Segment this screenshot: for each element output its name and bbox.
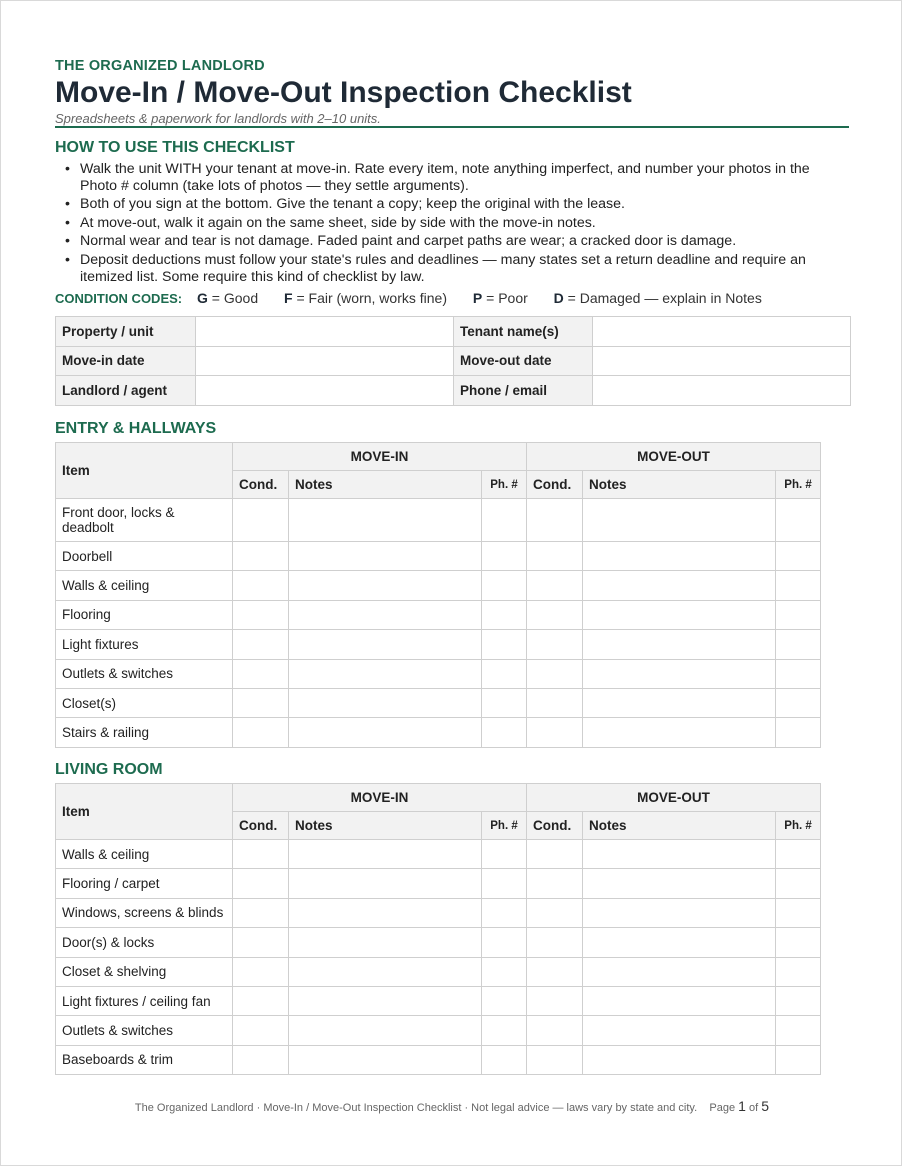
howto-item: • Both of you sign at the bottom. Give the tenant a copy; keep the original with the lease. — [80, 196, 850, 213]
col-group-move-out: MOVE-OUT — [527, 443, 821, 471]
cell[interactable] — [527, 1045, 583, 1074]
cell[interactable] — [233, 600, 289, 629]
cell[interactable] — [289, 659, 482, 688]
table-row — [56, 659, 821, 688]
cell[interactable] — [233, 1016, 289, 1045]
cell[interactable] — [482, 630, 527, 659]
page-title: Move-In / Move-Out Inspection Checklist — [55, 76, 632, 109]
table-row — [56, 1016, 821, 1045]
item-label: Closet(s) — [56, 688, 233, 717]
property-field[interactable] — [196, 317, 454, 347]
item-label: Windows, screens & blinds — [56, 898, 233, 927]
cell[interactable] — [776, 898, 821, 927]
cell[interactable] — [289, 688, 482, 717]
col-cond: Cond. — [233, 471, 289, 499]
cell[interactable] — [776, 542, 821, 571]
cell[interactable] — [233, 898, 289, 927]
cell[interactable] — [289, 840, 482, 869]
cell[interactable] — [776, 688, 821, 717]
item-label: Baseboards & trim — [56, 1045, 233, 1074]
item-label: Walls & ceiling — [56, 840, 233, 869]
landlord-label: Landlord / agent — [56, 376, 196, 406]
item-label: Closet & shelving — [56, 957, 233, 986]
code-damaged: D = Damaged — explain in Notes — [553, 290, 762, 306]
col-group-move-out: MOVE-OUT — [527, 784, 821, 812]
cell[interactable] — [482, 600, 527, 629]
cell[interactable] — [776, 630, 821, 659]
cell[interactable] — [776, 840, 821, 869]
movein-date-field[interactable] — [196, 346, 454, 376]
item-label: Front door, locks & deadbolt — [56, 499, 233, 542]
cell[interactable] — [482, 659, 527, 688]
footer-page-label: Page — [709, 1102, 736, 1114]
cell[interactable] — [482, 542, 527, 571]
cell[interactable] — [482, 571, 527, 600]
item-label: Light fixtures — [56, 630, 233, 659]
cell[interactable] — [289, 571, 482, 600]
table-row — [56, 571, 821, 600]
cell[interactable] — [233, 1045, 289, 1074]
item-label: Light fixtures / ceiling fan — [56, 986, 233, 1015]
cell[interactable] — [233, 659, 289, 688]
cell[interactable] — [776, 659, 821, 688]
col-item: Item — [56, 443, 233, 499]
cell[interactable] — [527, 571, 583, 600]
cell[interactable] — [289, 499, 482, 542]
code-poor: P = Poor — [472, 290, 528, 306]
code-fair: F = Fair (worn, works fine) — [284, 290, 447, 306]
cell[interactable] — [527, 718, 583, 747]
cell[interactable] — [233, 840, 289, 869]
footer-page-number: 1 — [738, 1098, 746, 1114]
cell[interactable] — [527, 630, 583, 659]
cell[interactable] — [583, 957, 776, 986]
howto-item: • Walk the unit WITH your tenant at move-in. Rate every item, note anything imperfect, and number your photos in the Photo # column (take lots of photos — they settle arguments). — [80, 161, 850, 195]
cell[interactable] — [527, 499, 583, 542]
col-notes: Notes — [583, 471, 776, 499]
cell[interactable] — [776, 986, 821, 1015]
movein-date-label: Move-in date — [56, 346, 196, 376]
item-label: Flooring / carpet — [56, 869, 233, 898]
cell[interactable] — [776, 718, 821, 747]
col-cond: Cond. — [527, 812, 583, 840]
table-row — [56, 869, 821, 898]
col-cond: Cond. — [233, 812, 289, 840]
col-notes: Notes — [289, 812, 482, 840]
cell[interactable] — [527, 688, 583, 717]
cell[interactable] — [482, 1045, 527, 1074]
cell[interactable] — [289, 869, 482, 898]
cell[interactable] — [527, 957, 583, 986]
table-row — [56, 928, 821, 957]
cell[interactable] — [583, 1016, 776, 1045]
footer-page-total: 5 — [761, 1098, 770, 1114]
moveout-date-field[interactable] — [593, 346, 851, 376]
tenant-field[interactable] — [593, 317, 851, 347]
condition-codes — [55, 290, 784, 306]
cell[interactable] — [289, 928, 482, 957]
item-label: Doorbell — [56, 542, 233, 571]
cell[interactable] — [482, 957, 527, 986]
cell[interactable] — [776, 600, 821, 629]
cell[interactable] — [482, 1016, 527, 1045]
col-group-move-in: MOVE-IN — [233, 784, 527, 812]
col-photo: Ph. # — [482, 471, 527, 499]
cell[interactable] — [482, 718, 527, 747]
inspection-table-entry — [55, 442, 821, 748]
cell[interactable] — [289, 542, 482, 571]
table-row — [56, 1045, 821, 1074]
item-label: Outlets & switches — [56, 1016, 233, 1045]
table-row — [56, 898, 821, 927]
cell[interactable] — [776, 1016, 821, 1045]
cell[interactable] — [289, 957, 482, 986]
cell[interactable] — [233, 986, 289, 1015]
col-notes: Notes — [583, 812, 776, 840]
howto-item: • Deposit deductions must follow your state's rules and deadlines — many states set a return deadline and require an itemized list. Some require this kind of checklist by law. — [80, 252, 850, 286]
cell[interactable] — [527, 542, 583, 571]
cell[interactable] — [583, 986, 776, 1015]
cell[interactable] — [289, 986, 482, 1015]
cell[interactable] — [527, 986, 583, 1015]
cell[interactable] — [583, 869, 776, 898]
property-info-table — [55, 316, 851, 406]
cell[interactable] — [233, 688, 289, 717]
col-photo: Ph. # — [776, 471, 821, 499]
page-subtitle: Spreadsheets & paperwork for landlords with 2–10 units. — [55, 111, 381, 126]
cell[interactable] — [583, 928, 776, 957]
cell[interactable] — [527, 898, 583, 927]
col-item: Item — [56, 784, 233, 840]
cell[interactable] — [527, 1016, 583, 1045]
table-row — [56, 840, 821, 869]
inspection-table-living-room — [55, 783, 821, 1075]
page-footer — [1, 1098, 902, 1114]
condition-codes-label: CONDITION CODES: — [55, 291, 183, 306]
cell[interactable] — [233, 869, 289, 898]
cell[interactable] — [776, 928, 821, 957]
moveout-date-label: Move-out date — [454, 346, 593, 376]
contact-field[interactable] — [593, 376, 851, 406]
col-notes: Notes — [289, 471, 482, 499]
table-row — [56, 688, 821, 717]
cell[interactable] — [233, 571, 289, 600]
table-row — [56, 957, 821, 986]
col-photo: Ph. # — [776, 812, 821, 840]
cell[interactable] — [583, 499, 776, 542]
col-group-move-in: MOVE-IN — [233, 443, 527, 471]
cell[interactable] — [527, 600, 583, 629]
cell[interactable] — [776, 957, 821, 986]
cell[interactable] — [482, 986, 527, 1015]
cell[interactable] — [583, 840, 776, 869]
table-row — [56, 600, 821, 629]
cell[interactable] — [482, 499, 527, 542]
cell[interactable] — [583, 688, 776, 717]
howto-item: • Normal wear and tear is not damage. Faded paint and carpet paths are wear; a cracked door is damage. — [80, 233, 850, 250]
cell[interactable] — [482, 688, 527, 717]
col-cond: Cond. — [527, 471, 583, 499]
cell[interactable] — [482, 928, 527, 957]
cell[interactable] — [583, 630, 776, 659]
cell[interactable] — [583, 571, 776, 600]
cell[interactable] — [776, 869, 821, 898]
howto-item: • At move-out, walk it again on the same sheet, side by side with the move-in notes. — [80, 215, 850, 232]
footer-of-label: of — [749, 1102, 759, 1114]
section-heading: ENTRY & HALLWAYS — [55, 420, 217, 437]
cell[interactable] — [289, 1016, 482, 1045]
cell[interactable] — [289, 718, 482, 747]
cell[interactable] — [233, 718, 289, 747]
cell[interactable] — [527, 869, 583, 898]
cell[interactable] — [482, 840, 527, 869]
tenant-label: Tenant name(s) — [454, 317, 593, 347]
cell[interactable] — [583, 1045, 776, 1074]
cell[interactable] — [233, 957, 289, 986]
landlord-field[interactable] — [196, 376, 454, 406]
footer-text: The Organized Landlord · Move-In / Move-Out Inspection Checklist · Not legal advice — laws vary by state and city. — [134, 1102, 698, 1114]
cell[interactable] — [527, 659, 583, 688]
cell[interactable] — [776, 499, 821, 542]
cell[interactable] — [233, 499, 289, 542]
table-row — [56, 542, 821, 571]
cell[interactable] — [482, 898, 527, 927]
section-heading: LIVING ROOM — [55, 761, 163, 778]
table-row — [56, 630, 821, 659]
item-label: Flooring — [56, 600, 233, 629]
table-row — [56, 718, 821, 747]
cell[interactable] — [583, 600, 776, 629]
cell[interactable] — [527, 928, 583, 957]
cell[interactable] — [527, 840, 583, 869]
table-row — [56, 986, 821, 1015]
item-label: Stairs & railing — [56, 718, 233, 747]
cell[interactable] — [583, 898, 776, 927]
cell[interactable] — [776, 571, 821, 600]
howto-list — [80, 161, 850, 287]
cell[interactable] — [233, 542, 289, 571]
col-photo: Ph. # — [482, 812, 527, 840]
property-label: Property / unit — [56, 317, 196, 347]
cell[interactable] — [289, 1045, 482, 1074]
header-divider — [55, 126, 849, 128]
cell[interactable] — [482, 869, 527, 898]
item-label: Door(s) & locks — [56, 928, 233, 957]
cell[interactable] — [233, 630, 289, 659]
item-label: Walls & ceiling — [56, 571, 233, 600]
cell[interactable] — [583, 718, 776, 747]
cell[interactable] — [776, 1045, 821, 1074]
cell[interactable] — [583, 542, 776, 571]
contact-label: Phone / email — [454, 376, 593, 406]
cell[interactable] — [289, 600, 482, 629]
item-label: Outlets & switches — [56, 659, 233, 688]
brand-name: THE ORGANIZED LANDLORD — [55, 58, 265, 74]
howto-heading: HOW TO USE THIS CHECKLIST — [55, 139, 295, 156]
code-good: G = Good — [197, 290, 259, 306]
table-row — [56, 499, 821, 542]
cell[interactable] — [289, 898, 482, 927]
cell[interactable] — [583, 659, 776, 688]
cell[interactable] — [289, 630, 482, 659]
cell[interactable] — [233, 928, 289, 957]
